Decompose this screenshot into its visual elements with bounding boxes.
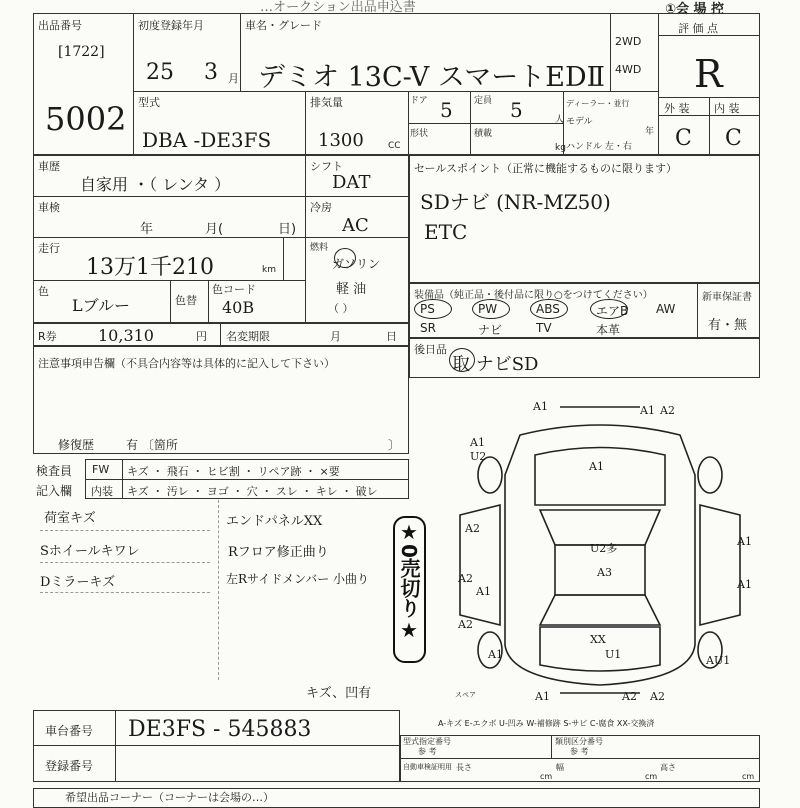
inspection-month-label: 月( [205,222,224,237]
cert-label: 自動車検証明用 [403,763,452,771]
handwritten-note-1: 荷室キズ [44,511,96,526]
handwritten-note-3: Dミラーキズ [40,575,116,590]
grade-value: R [694,52,723,96]
drive-2wd: 2WD [615,35,642,48]
diagram-damage-label-13: XX [590,633,606,646]
diagram-damage-label-10: A1 [488,648,503,661]
displacement-label: 排気量 [310,96,343,109]
handwritten-note-2: Sホイールキワレ [40,544,140,559]
lot-bracket-number: [1722] [58,44,105,60]
lot-number-label: 出品番号 [38,19,82,32]
color-code-value: 40B [222,298,255,317]
first-registration-label: 初度登録年月 [138,19,204,32]
diagram-rear-window [540,595,660,625]
capacity-value: 5 [510,98,523,122]
ac-label: 冷房 [310,201,332,214]
venue-control-label: ①会 場 控 [665,2,725,17]
color-value: Lブルー [72,296,130,315]
history-label: 車歴 [38,160,60,173]
dealer-label: ディーラー・並行 [566,99,630,108]
shift-label: シフト [310,160,343,173]
mileage-value: 13万1千210 [86,255,214,280]
equipment-circle-mark-0 [414,299,452,319]
notes-label: 注意事項申告欄（不具合内容等は具体的に記入して下さい） [38,357,335,370]
inspector-label: 検査員 [36,464,73,478]
diagram-damage-label-11: U2多 [590,542,618,555]
fw-items: キズ ・ 飛石 ・ ヒビ割 ・ リペア跡 ・ ×要 [127,465,340,478]
sold-badge-text: ★0売切り★ [397,520,421,642]
diagram-bottom-note: キズ、凹有 [306,686,372,701]
dealer-model-year: 年 [645,127,655,137]
diagram-damage-label-19: A2 [650,690,665,703]
aftermarket-circle-mark [449,348,475,372]
diagram-damage-label-1: A2 [660,404,675,417]
recycle-label: R券 [38,330,57,343]
diagram-damage-label-4: A1 [589,460,604,473]
dealer-handle: ハンドル 左・右 [566,142,632,152]
equipment-circle-mark-1 [472,299,510,319]
handwritten-note-6: 左Rサイドメンバー 小曲り [226,572,370,586]
diagram-damage-label-0: A1 [533,400,548,413]
displacement-value: 1300 [318,130,364,151]
fuel-paren: （ ） [328,302,354,315]
exterior-label: 外 装 [664,102,690,115]
equipment-circle-mark-3 [590,299,628,319]
capacity-unit: 人 [555,115,565,125]
equipment-circle-mark-2 [530,299,568,319]
chassis-value: DE3FS - 545883 [128,717,312,742]
equipment-item-row2-0: SR [420,321,436,335]
fuel-diesel: 軽 油 [336,282,367,297]
name-change-month: 月 [330,330,341,343]
diagram-damage-label-5: A2 [465,522,480,535]
cert-width-unit: cm [645,772,658,781]
sales-point-1: SDナビ (NR-MZ50) [420,190,611,214]
model-name-label: 車名・グレード [245,19,322,32]
equipment-item-row2-2: TV [536,321,552,335]
dealer-model-label: モデル [566,117,593,127]
name-change-day: 日 [386,330,397,343]
inspection-year-label: 年 [140,222,154,237]
type-label: 型式 [138,96,160,109]
type-designation-ref: 参 考 [418,747,437,756]
diagram-damage-label-9: A2 [458,618,473,631]
diagram-damage-label-20: A1 [640,404,655,417]
damage-legend: A-キズ E-エクボ U-凹み W-補修跡 S-サビ C-腐食 XX-交換済 [438,719,655,728]
color-code-label: 色コード [212,283,256,296]
interior-label: 内 装 [714,102,740,115]
diagram-damage-label-16: A2 [622,690,637,703]
sales-point-2: ETC [424,220,468,244]
equipment-item-row2-1: ナビ [478,323,503,337]
class-number-label: 類別区分番号 [555,737,603,746]
warranty-value: 有・無 [708,318,748,333]
mileage-label: 走行 [38,242,60,255]
model-name: デミオ 13C-V スマートEDⅡ [258,62,606,93]
grade-label: 評 価 点 [678,22,718,35]
handwritten-note-5: Rフロア修正曲り [228,545,329,560]
exterior-grade: C [675,126,692,151]
header-partial-title: …オークション出品申込書 [260,0,416,15]
reg-number-label: 登録番号 [45,759,94,773]
sales-points-label: セールスポイント（正常に機能するものに限ります） [414,162,678,175]
diagram-hood [535,448,665,506]
name-change-label: 名変期限 [226,330,270,343]
shift-value: DAT [332,172,371,193]
aftermarket-value: 取 ナビSD [452,354,539,375]
interior-grade: C [725,126,742,151]
aftermarket-label: 後日品 [414,343,447,356]
diagram-damage-label-6: A1 [737,535,752,548]
fuel-circle-mark [334,248,356,268]
history-value: 自家用 ・（ レンタ ） [80,175,231,194]
shape-label: 形状 [410,129,429,139]
diagram-damage-label-12: A3 [597,566,612,579]
repair-history-value: 有 〔箇所 [126,438,178,452]
cert-height: 高さ [660,763,676,772]
equipment-item-0: PS [420,302,435,316]
registration-month-unit: 月 [228,72,239,85]
equipment-item-4: AW [656,302,676,316]
mileage-unit: km [262,265,276,275]
registration-month: 3 [204,60,218,85]
equipment-item-row2-3: 本革 [596,323,621,337]
interior-entry-label: 内装 [91,485,113,498]
equipment-item-2: ABS [536,302,560,316]
displacement-unit: CC [388,141,401,151]
diagram-right-side [700,505,740,625]
diagram-damage-label-2: A1 [470,436,485,449]
doors-value: 5 [440,98,453,122]
load-unit: kg [555,143,566,153]
class-number-ref: 参 考 [570,747,589,756]
chassis-label: 車台番号 [45,724,94,738]
cert-width: 幅 [556,763,564,772]
ac-value: AC [342,215,369,236]
drive-4wd: 4WD [615,63,642,76]
equipment-item-1: PW [478,302,498,316]
capacity-label: 定員 [474,96,493,106]
inspection-label: 車検 [38,201,60,214]
diagram-damage-label-14: U1 [605,648,622,661]
color-label: 色 [38,285,49,298]
inspection-day-label: 日) [278,222,297,237]
lot-number: 5002 [45,100,127,138]
equipment-item-3: エアB [596,304,629,318]
diagram-wheel-fr [698,457,722,493]
cert-length: 長さ [456,763,472,772]
cert-length-unit: cm [540,772,553,781]
type-value: DBA -DE3FS [142,128,272,152]
footer-text: 希望出品コーナー（コーナーは会場の…） [65,791,274,804]
equipment-label: 装備品（純正品・後付品に限り○をつけてください） [414,290,653,301]
cert-height-unit: cm [742,772,755,781]
interior-items: キズ ・ 汚レ ・ ヨゴ ・ 穴 ・ スレ ・ キレ ・ 破レ [127,485,378,498]
recycle-frame [33,323,409,346]
entry-label: 記入欄 [36,484,73,498]
warranty-label: 新車保証書 [702,292,752,303]
fuel-label: 燃料 [310,243,329,253]
fuel-gasoline: ガソリン [332,257,381,271]
diagram-damage-label-21: スペア [455,691,476,699]
diagram-damage-label-7: A2 [458,572,473,585]
recycle-unit: 円 [196,330,207,343]
type-designation-label: 型式指定番号 [403,737,451,746]
load-label: 積載 [474,129,493,139]
diagram-damage-label-17: A1 [535,690,550,703]
registration-year: 25 [146,60,174,85]
diagram-damage-label-8: A1 [737,578,752,591]
repair-history-label: 修復歴 [58,438,95,452]
recycle-value: 10,310 [98,326,154,345]
handwritten-note-4: エンドパネルXX [226,514,323,529]
diagram-damage-label-3: U2 [470,450,487,463]
fw-label: FW [92,463,110,476]
diagram-damage-label-15: A1 [476,585,491,598]
doors-label: ドア [410,96,428,106]
diagram-damage-label-18: AU1 [706,654,731,667]
repair-history-close: 〕 [388,438,401,452]
shade-label: 色替 [175,294,197,307]
